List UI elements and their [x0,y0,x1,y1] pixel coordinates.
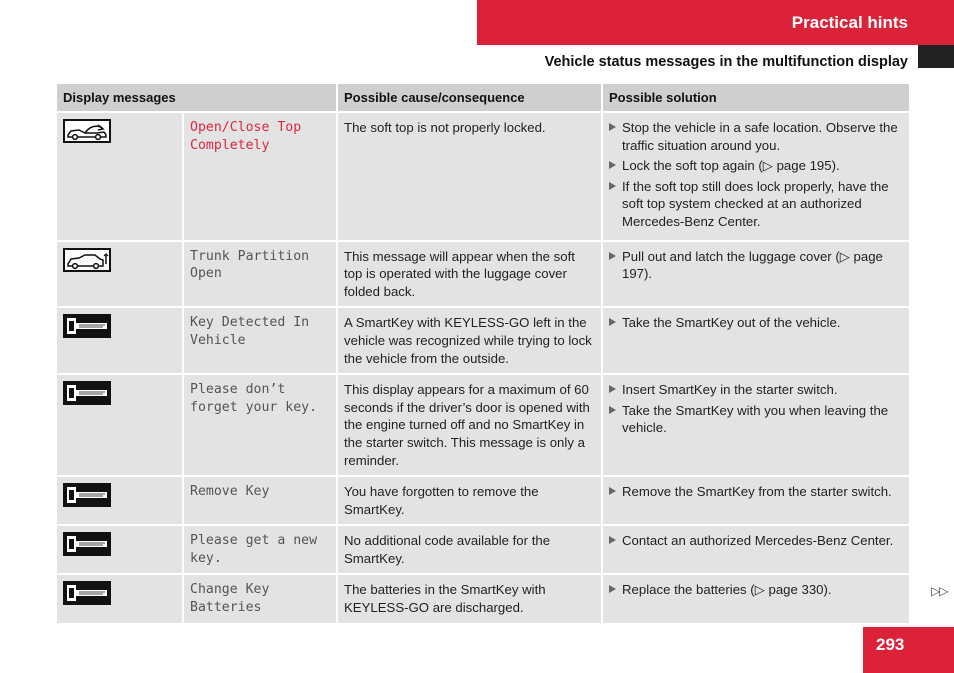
smartkey-icon [63,381,111,405]
table-row [56,525,910,574]
solution-text: Stop the vehicle in a safe location. Observe the traffic situation around you. [622,120,898,153]
possible-cause: No additional code available for the SmartKey. [337,525,602,574]
solution-step [609,119,903,154]
icon-cell [56,574,183,623]
possible-cause: The soft top is not properly locked. [337,112,602,241]
trunk-partition-icon [63,248,111,272]
solution-text: Insert SmartKey in the starter switch. [622,382,838,398]
possible-solution [602,307,910,374]
side-tab-marker [918,45,954,68]
convertible-top-icon [63,119,111,143]
possible-solution [602,112,910,241]
possible-solution [602,525,910,574]
table-row [56,574,910,623]
display-message: Please don’t forget your key. [183,374,337,476]
solution-text: Take the SmartKey with you when leaving the vehicle. [622,402,889,436]
icon-cell [56,476,183,525]
solution-text: Remove the SmartKey from the starter switch. [622,484,892,500]
solution-text: Contact an authorized Mercedes-Benz Center. [622,533,894,549]
bullet-triangle-icon [609,318,616,326]
solution-step [609,248,903,283]
table-row [56,307,910,374]
icon-cell [56,112,183,241]
solution-step [609,581,903,599]
possible-cause: The batteries in the SmartKey with KEYLESS-GO are discharged. [337,574,602,623]
display-message: Key Detected In Vehicle [183,307,337,374]
page-number: 293 [876,635,905,654]
column-header-cause: Possible cause/consequence [337,83,602,112]
bullet-triangle-icon [609,161,616,169]
icon-cell [56,525,183,574]
continued-marker: ▷▷ [931,584,948,598]
bullet-triangle-icon [609,487,616,495]
bullet-triangle-icon [609,182,616,190]
bullet-triangle-icon [609,123,616,131]
display-message: Open/Close Top Completely [183,112,337,241]
icon-cell [56,241,183,308]
solution-step [609,532,903,550]
solution-text: If the soft top still does lock properly, have the soft top system checked at an authorized Mercedes-Benz Center. [622,178,889,229]
display-message: Change Key Batteries [183,574,337,623]
bullet-triangle-icon [609,536,616,544]
solution-step [609,381,903,399]
table-row [56,241,910,308]
possible-cause: You have forgotten to remove the SmartKey. [337,476,602,525]
solution-text: Pull out and latch the luggage cover (▷ page 197). [622,248,883,282]
icon-cell [56,374,183,476]
display-message: Please get a new key. [183,525,337,574]
solution-step [609,483,903,501]
status-messages-table [55,82,911,625]
possible-cause: A SmartKey with KEYLESS-GO left in the vehicle was recognized while trying to lock the vehicle from the outside. [337,307,602,374]
smartkey-icon [63,314,111,338]
bullet-triangle-icon [609,252,616,260]
column-header-display: Display messages [56,83,337,112]
table-row [56,374,910,476]
display-message: Trunk Partition Open [183,241,337,308]
solution-step [609,178,903,231]
column-header-solution: Possible solution [602,83,910,112]
possible-cause: This message will appear when the soft top is operated with the luggage cover folded back. [337,241,602,308]
bullet-triangle-icon [609,406,616,414]
smartkey-icon [63,532,111,556]
possible-solution [602,476,910,525]
table-header-row [56,83,910,112]
solution-step [609,314,903,332]
smartkey-icon [63,581,111,605]
bullet-triangle-icon [609,585,616,593]
table-row [56,476,910,525]
table-row [56,112,910,241]
page-subtitle: Vehicle status messages in the multifunction display [544,54,908,70]
section-title: Practical hints [791,13,908,32]
solution-text: Take the SmartKey out of the vehicle. [622,315,841,331]
possible-cause: This display appears for a maximum of 60 seconds if the driver’s door is opened with the engine turned off and no SmartKey in the starter switch. This message is only a reminder. [337,374,602,476]
possible-solution [602,574,910,623]
solution-text: Replace the batteries (▷ page 330). [622,582,832,598]
possible-solution [602,374,910,476]
bullet-triangle-icon [609,385,616,393]
icon-cell [56,307,183,374]
solution-text: Lock the soft top again (▷ page 195). [622,158,840,174]
possible-solution [602,241,910,308]
solution-step [609,157,903,175]
smartkey-icon [63,483,111,507]
display-message: Remove Key [183,476,337,525]
solution-step [609,402,903,437]
